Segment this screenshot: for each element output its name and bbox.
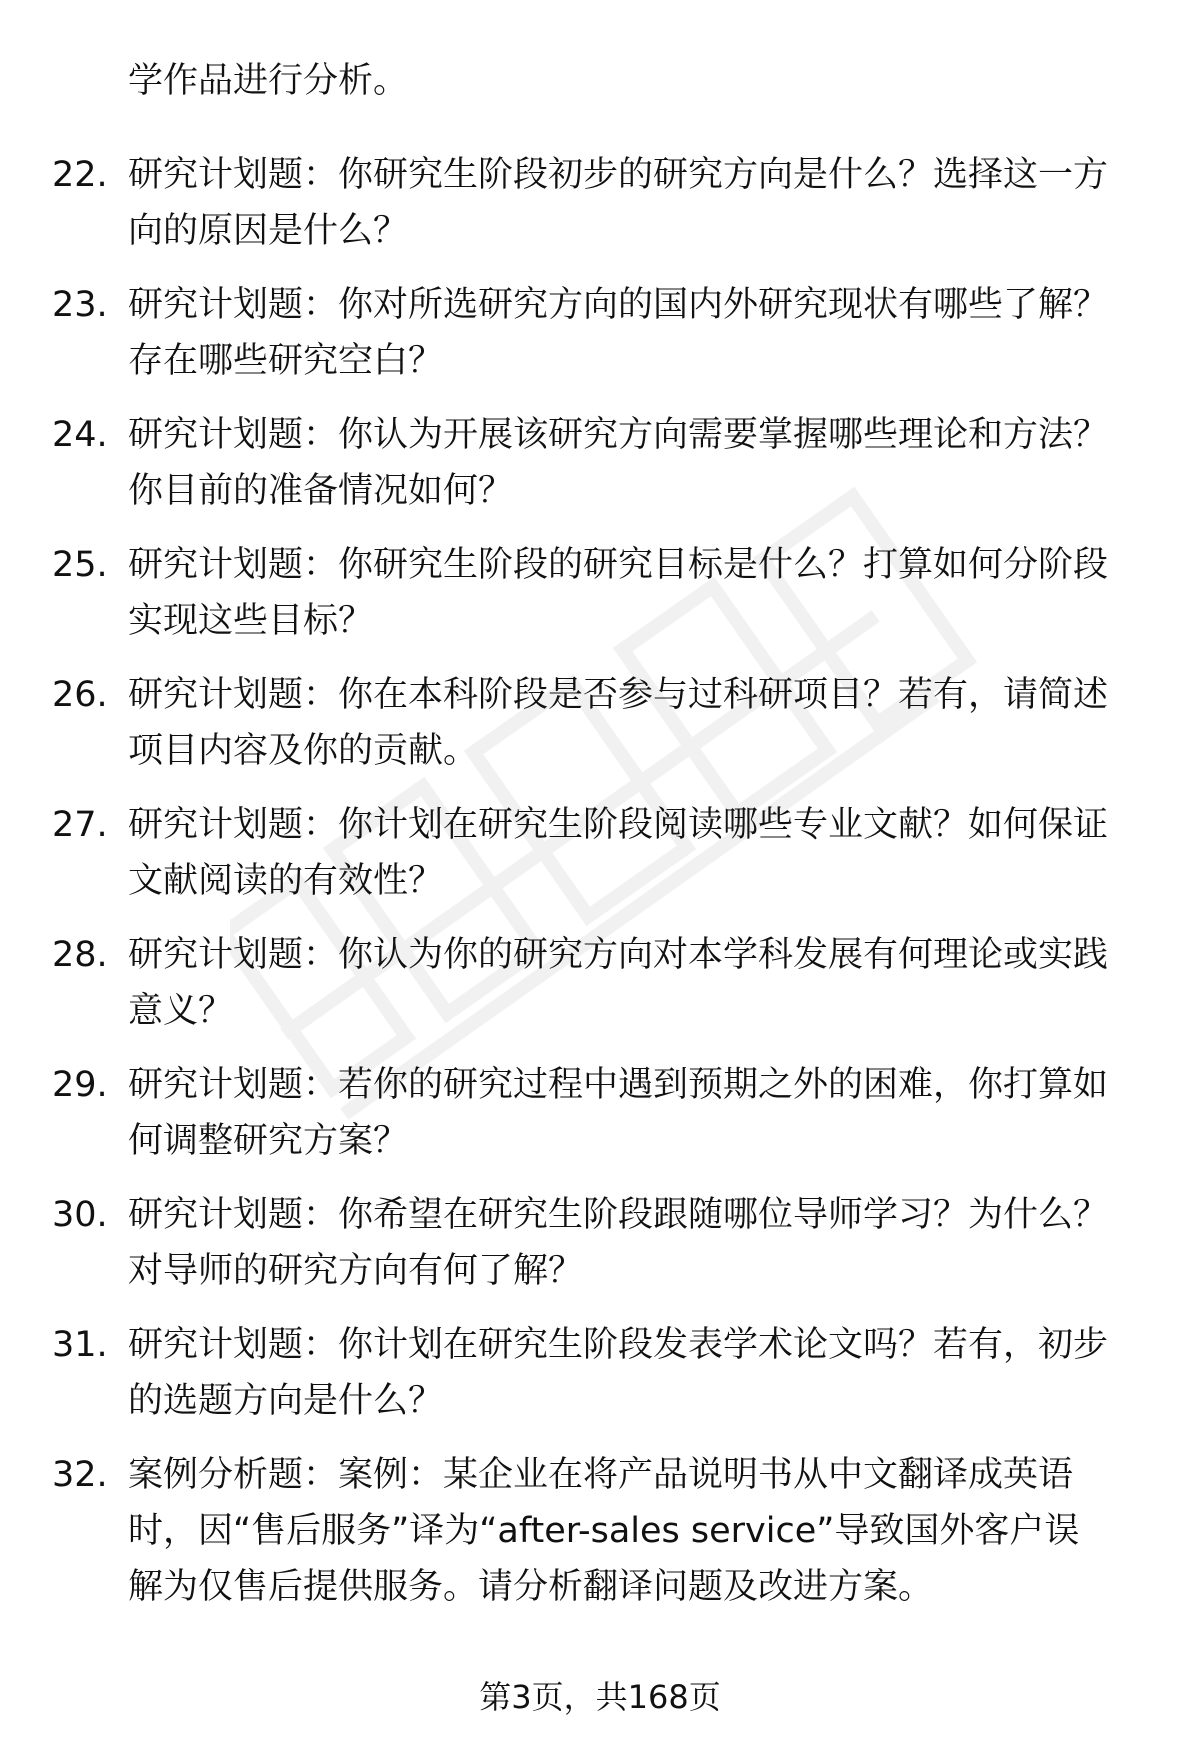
question-text-line: 解为仅售后提供服务。请分析翻译问题及改进方案。: [128, 1567, 934, 1607]
question-item: [0, 1060, 1200, 1182]
question-text-line: 研究计划题：你研究生阶段初步的研究方向是什么？选择这一方: [128, 155, 1109, 195]
question-number: 30.: [52, 1195, 108, 1235]
question-text-line: 研究计划题：你认为开展该研究方向需要掌握哪些理论和方法？: [128, 415, 1109, 455]
question-text-line: 研究计划题：若你的研究过程中遇到预期之外的困难，你打算如: [128, 1065, 1109, 1105]
question-item: [0, 930, 1200, 1052]
question-text-line: 研究计划题：你计划在研究生阶段发表学术论文吗？若有，初步: [128, 1325, 1109, 1365]
question-text-line: 研究计划题：你在本科阶段是否参与过科研项目？若有，请简述: [128, 675, 1109, 715]
question-text-line: 存在哪些研究空白？: [128, 341, 444, 381]
question-item: [0, 410, 1200, 532]
question-item: [0, 1190, 1200, 1312]
question-text-line: 研究计划题：你研究生阶段的研究目标是什么？打算如何分阶段: [128, 545, 1109, 585]
question-item: [0, 280, 1200, 402]
question-text-line: 项目内容及你的贡献。: [128, 731, 479, 771]
question-number: 25.: [52, 545, 108, 585]
question-text-line: 对导师的研究方向有何了解？: [128, 1251, 584, 1291]
question-number: 28.: [52, 935, 108, 975]
question-text-line: 意义？: [128, 991, 234, 1031]
question-number: 27.: [52, 805, 108, 845]
question-text-line: 研究计划题：你对所选研究方向的国内外研究现状有哪些了解？: [128, 285, 1109, 325]
page-footer: 第3页，共168页: [479, 1678, 721, 1716]
question-text-line: 案例分析题：案例：某企业在将产品说明书从中文翻译成英语: [128, 1455, 1074, 1495]
question-text-line: 时，因“售后服务”译为“after-sales service”导致国外客户误: [128, 1511, 1080, 1551]
question-text-line: 研究计划题：你希望在研究生阶段跟随哪位导师学习？为什么？: [128, 1195, 1109, 1235]
question-text-line: 的选题方向是什么？: [128, 1381, 444, 1421]
question-text-line: 何调整研究方案？: [128, 1121, 409, 1161]
question-text-line: 你目前的准备情况如何？: [128, 471, 514, 511]
question-number: 31.: [52, 1325, 108, 1365]
question-text-line: 研究计划题：你认为你的研究方向对本学科发展有何理论或实践: [128, 935, 1109, 975]
question-number: 22.: [52, 155, 108, 195]
continuation-text: 学作品进行分析。: [128, 61, 409, 101]
question-number: 29.: [52, 1065, 108, 1105]
question-item: [0, 800, 1200, 922]
question-number: 23.: [52, 285, 108, 325]
question-list: [0, 150, 1200, 1628]
question-number: 24.: [52, 415, 108, 455]
question-item: [0, 150, 1200, 272]
question-text-line: 研究计划题：你计划在研究生阶段阅读哪些专业文献？如何保证: [128, 805, 1109, 845]
question-text-line: 实现这些目标？: [128, 601, 374, 641]
question-item: [0, 540, 1200, 662]
question-item: [0, 1320, 1200, 1442]
question-text-line: 文献阅读的有效性？: [128, 861, 444, 901]
question-item: [0, 1450, 1200, 1620]
question-item: [0, 670, 1200, 792]
question-text-line: 向的原因是什么？: [128, 211, 409, 251]
question-number: 26.: [52, 675, 108, 715]
question-number: 32.: [52, 1455, 108, 1495]
